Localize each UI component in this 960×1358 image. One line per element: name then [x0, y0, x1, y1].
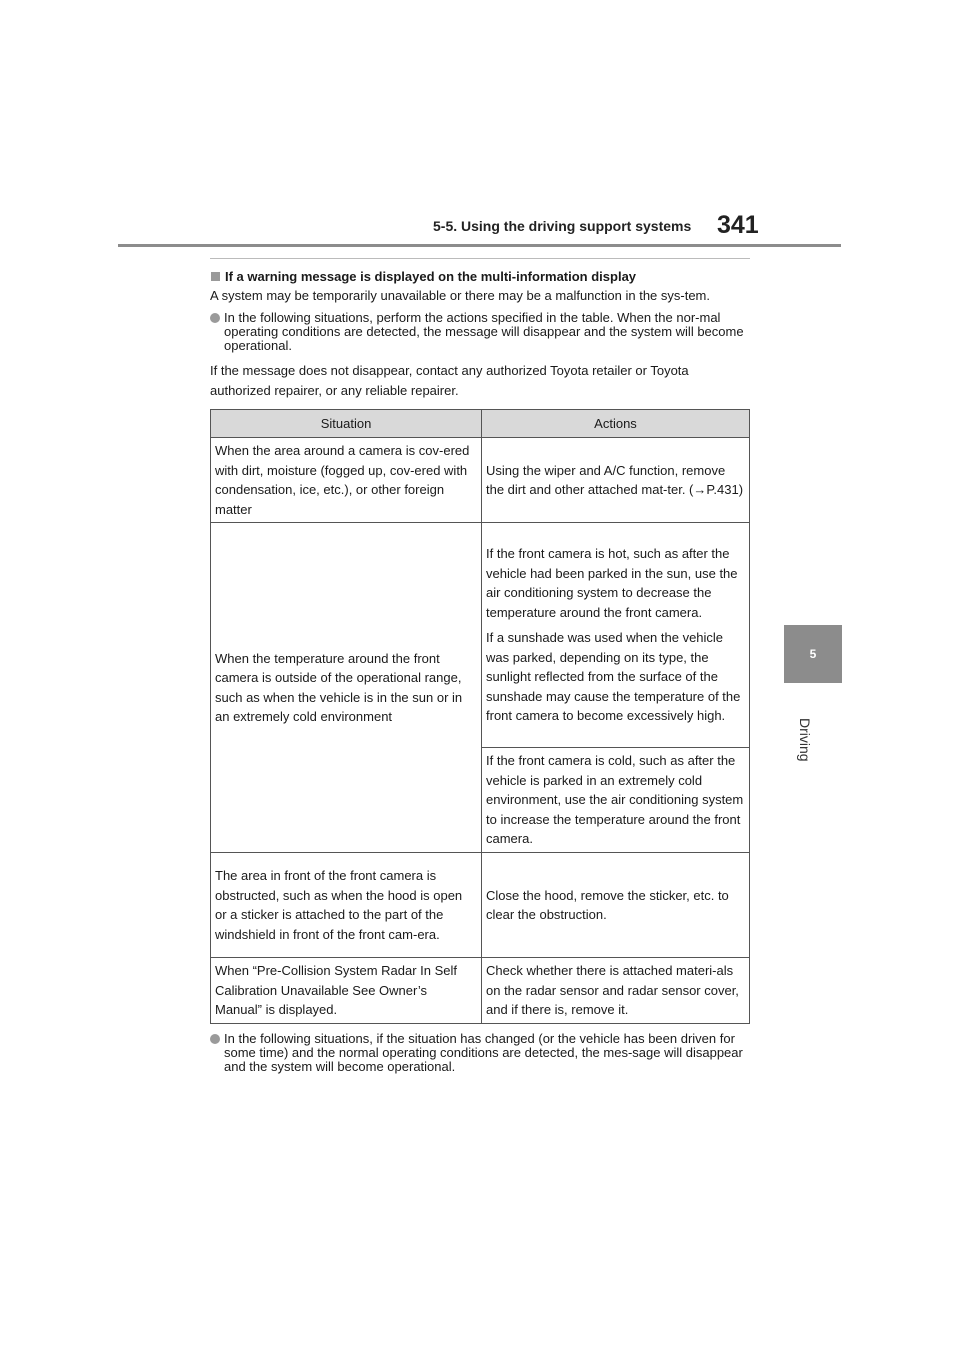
action-cell: Check whether there is attached materi-als on the radar sensor and radar sensor cover, and if there is, remove it. [482, 958, 750, 1024]
situation-cell: When the area around a camera is cov-ered with dirt, moisture (fogged up, cov-ered with condensation, ice, etc.), or other foreign matter [211, 438, 482, 523]
situation-cell: The area in front of the front camera is obstructed, such as when the hood is open or a sticker is attached to the part of the windshield in front of the front cam-era. [211, 853, 482, 958]
bullet-item [210, 1032, 750, 1074]
square-bullet-icon [211, 272, 220, 281]
action-cell: Using the wiper and A/C function, remove the dirt and other attached mat-ter. (→P.431) [482, 438, 750, 523]
table-row [211, 958, 750, 1024]
action-cell: If the front camera is cold, such as after the vehicle is parked in an extremely cold environment, use the air conditioning system to increase the temperature around the front camera. [482, 748, 750, 853]
section-divider [210, 258, 750, 259]
circle-bullet-icon [210, 313, 220, 323]
situation-cell: When “Pre-Collision System Radar In Self Calibration Unavailable See Owner’s Manual” is displayed. [211, 958, 482, 1024]
situation-cell: When the temperature around the front camera is outside of the operational range, such as when the vehicle is in the sun or in an extremely cold environment [211, 523, 482, 853]
table-row [211, 438, 750, 523]
intro-paragraph: A system may be temporarily unavailable or there may be a malfunction in the sys-tem. [210, 288, 710, 303]
situation-actions-table [210, 409, 750, 1024]
bullet-item [210, 311, 750, 353]
table-row [211, 853, 750, 958]
contact-note: If the message does not disappear, contact any authorized Toyota retailer or Toyota authorized repairer, or any reliable repairer. [210, 363, 689, 398]
action-hot-1: If the front camera is hot, such as after the vehicle had been parked in the sun, use the air conditioning system to decrease the temperature around the front camera. [486, 546, 738, 620]
bullet-text: In the following situations, perform the actions specified in the table. When the nor-mal operating conditions are detected, the message will disappear and the system will become operational. [224, 310, 744, 353]
section-heading-text: If a warning message is displayed on the multi-information display [225, 269, 637, 284]
table-header-row [211, 410, 750, 438]
table-row [211, 523, 750, 748]
page-number: 341 [717, 211, 759, 239]
main-content [210, 258, 750, 1082]
action-cell [482, 523, 750, 748]
table-header-actions: Actions [482, 410, 750, 438]
action-cell: Close the hood, remove the sticker, etc. to clear the obstruction. [482, 853, 750, 958]
section-heading [210, 269, 750, 285]
action-hot-2: If a sunshade was used when the vehicle was parked, depending on its type, the sunlight reflected from the surface of the sunshade may cause the temperature of the front camera to become excessively high. [486, 630, 741, 724]
chapter-tab [784, 625, 842, 683]
table-header-situation: Situation [211, 410, 482, 438]
chapter-number: 5 [809, 647, 817, 661]
section-title: 5-5. Using the driving support systems [433, 218, 692, 234]
circle-bullet-icon [210, 1034, 220, 1044]
chapter-label: Driving [797, 718, 813, 762]
bullet-text: In the following situations, if the situation has changed (or the vehicle has been driven for some time) and the normal operating conditions are detected, the mes-sage will disappear and the system will become operational. [224, 1030, 743, 1074]
header-rule [118, 244, 841, 247]
